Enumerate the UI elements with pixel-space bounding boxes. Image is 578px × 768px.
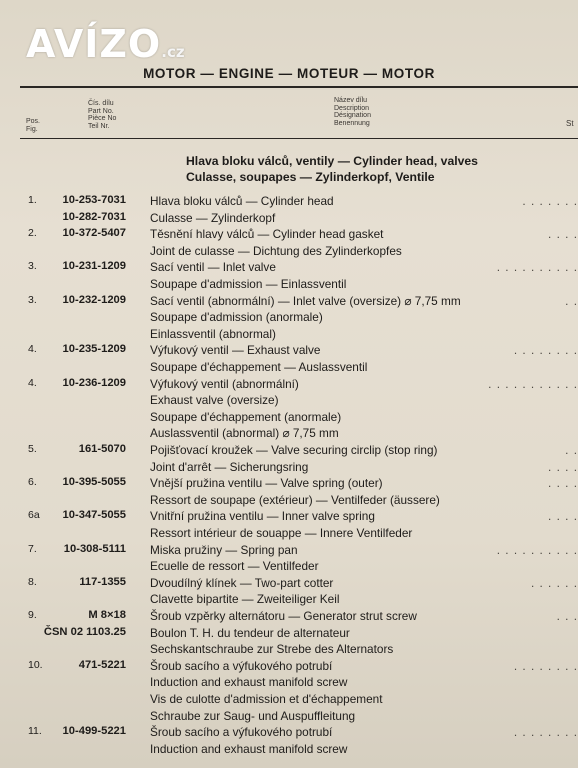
part-position: 7. bbox=[28, 542, 37, 555]
part-description: Soupape d'échappement (anormale) bbox=[150, 409, 342, 424]
section-title-2: Culasse, soupapes — Zylinderkopf, Ventile bbox=[186, 170, 435, 184]
leader-dots: . . . . . . . . bbox=[513, 343, 578, 358]
part-number: 10-231-1209 bbox=[62, 260, 126, 273]
part-description: Culasse — Zylinderkopf bbox=[150, 210, 276, 225]
part-description: Soupape d'échappement — Auslassventil bbox=[150, 360, 368, 374]
part-number: 10-308-5111 bbox=[63, 542, 126, 555]
leader-dots: . . bbox=[565, 443, 578, 457]
header-pos bbox=[26, 118, 40, 133]
part-description: Clavette bipartite — Zweiteiliger Keil bbox=[150, 592, 340, 607]
part-number: 10-395-5055 bbox=[62, 476, 126, 489]
watermark-logo bbox=[26, 22, 185, 66]
header-part-no-fr: Pièce No bbox=[88, 115, 117, 122]
part-position: 4. bbox=[28, 343, 37, 356]
list-item bbox=[0, 509, 578, 526]
list-item bbox=[0, 659, 578, 676]
part-number: 10-232-1209 bbox=[62, 293, 126, 306]
list-item bbox=[0, 559, 578, 576]
list-item bbox=[0, 742, 578, 759]
list-item bbox=[0, 725, 578, 742]
list-item bbox=[0, 626, 578, 643]
leader-dots: . . . . bbox=[548, 476, 578, 491]
part-description: Sací ventil (abnormální) — Inlet valve (oversize) ⌀ 7,75 mm bbox=[150, 293, 461, 308]
header-designation-en: Description bbox=[334, 104, 370, 112]
part-description: Těsnění hlavy válců — Cylinder head gasket bbox=[150, 227, 384, 242]
list-item bbox=[0, 576, 578, 593]
part-number: 161-5070 bbox=[78, 443, 126, 455]
part-position: 1. bbox=[28, 194, 37, 206]
page-title: MOTOR — ENGINE — MOTEUR — MOTOR bbox=[143, 66, 435, 81]
part-description: Ressort intérieur de souappe — Innere Ventilfeder bbox=[150, 526, 413, 540]
list-item bbox=[0, 609, 578, 626]
watermark-tld: .cz bbox=[161, 43, 185, 61]
part-description: Vnější pružina ventilu — Valve spring (outer) bbox=[150, 476, 383, 491]
part-description: Vnitřní pružina ventilu — Inner valve spring bbox=[150, 509, 375, 524]
part-number: ČSN 02 1103.25 bbox=[43, 625, 126, 638]
header-rule-top bbox=[20, 86, 578, 88]
part-description: Sací ventil — Inlet valve bbox=[150, 260, 276, 275]
part-description: Sechskantschraube zur Strebe des Alternators bbox=[150, 642, 394, 657]
part-description: Soupape d'admission — Einlassventil bbox=[150, 277, 347, 291]
part-description: Induction and exhaust manifold screw bbox=[150, 741, 348, 756]
watermark-brand: AVÍZO bbox=[26, 22, 162, 66]
part-number: 10-235-1209 bbox=[62, 343, 126, 356]
header-part-no-en: Part No. bbox=[88, 107, 114, 115]
part-position: 5. bbox=[28, 443, 37, 455]
part-position: 11. bbox=[28, 725, 42, 738]
part-position: 2. bbox=[28, 227, 37, 240]
list-item bbox=[0, 211, 578, 228]
list-item bbox=[0, 327, 578, 344]
part-description: Joint d'arrêt — Sicherungsring bbox=[150, 459, 309, 474]
header-designation-de: Benennung bbox=[334, 119, 370, 127]
list-item bbox=[0, 526, 578, 543]
list-item bbox=[0, 675, 578, 692]
leader-dots: . . . . bbox=[548, 459, 578, 474]
list-item bbox=[0, 360, 578, 377]
header-designation-fr: Désignation bbox=[334, 112, 371, 119]
part-description: Šroub sacího a výfukového potrubí bbox=[150, 725, 333, 740]
part-position: 9. bbox=[28, 609, 37, 621]
header-right-cut: St bbox=[566, 119, 574, 128]
header-pos-cz: Pos. bbox=[26, 118, 41, 125]
part-position: 3. bbox=[28, 260, 37, 273]
part-number: 471-5221 bbox=[78, 658, 126, 671]
part-description: Induction and exhaust manifold screw bbox=[150, 675, 348, 690]
list-item bbox=[0, 543, 578, 560]
header-part-no bbox=[88, 100, 116, 130]
list-item bbox=[0, 460, 578, 477]
part-number: 10-236-1209 bbox=[62, 376, 126, 389]
part-description: Boulon T. H. du tendeur de alternateur bbox=[150, 625, 350, 640]
part-description: Šroub sacího a výfukového potrubí bbox=[150, 658, 333, 673]
part-number: 10-253-7031 bbox=[62, 194, 126, 206]
section-title-1: Hlava bloku válců, ventily — Cylinder head, valves bbox=[186, 154, 478, 168]
leader-dots: . . . . . . bbox=[530, 575, 578, 590]
part-position: 8. bbox=[28, 575, 37, 588]
list-item bbox=[0, 642, 578, 659]
part-description: Exhaust valve (oversize) bbox=[150, 393, 279, 408]
part-description: Šroub vzpěrky alternátoru — Generator strut screw bbox=[150, 609, 417, 623]
list-item bbox=[0, 709, 578, 726]
list-item bbox=[0, 476, 578, 493]
part-description: Schraube zur Saug- und Auspuffleitung bbox=[150, 708, 356, 723]
part-description: Miska pružiny — Spring pan bbox=[150, 542, 298, 557]
list-item bbox=[0, 592, 578, 609]
leader-dots: . . . . . . . bbox=[522, 194, 578, 208]
list-item bbox=[0, 443, 578, 460]
list-item bbox=[0, 692, 578, 709]
part-description: Ressort de soupape (extérieur) — Ventilfeder (äussere) bbox=[150, 492, 440, 507]
leader-dots: . . . . . . . . . . . bbox=[488, 376, 578, 391]
part-position: 6. bbox=[28, 476, 37, 489]
leader-dots: . . . . . . . . bbox=[513, 658, 578, 673]
part-number: 10-499-5221 bbox=[62, 725, 126, 738]
part-position: 6a bbox=[28, 509, 40, 522]
part-number: 117-1355 bbox=[79, 575, 126, 588]
list-item bbox=[0, 426, 578, 443]
part-number: 10-347-5055 bbox=[62, 509, 126, 522]
part-description: Ecuelle de ressort — Ventilfeder bbox=[150, 559, 319, 574]
part-number: 10-282-7031 bbox=[62, 210, 126, 223]
list-item bbox=[0, 244, 578, 261]
leader-dots: . . bbox=[565, 293, 578, 308]
part-position: 3. bbox=[28, 293, 37, 306]
leader-dots: . . . . . . . . bbox=[513, 725, 578, 740]
list-item bbox=[0, 260, 578, 277]
part-number: 10-372-5407 bbox=[62, 227, 126, 240]
header-designation-cz: Název dílu bbox=[334, 97, 368, 104]
list-item bbox=[0, 227, 578, 244]
part-description: Soupape d'admission (anormale) bbox=[150, 310, 323, 325]
header-part-no-cz: Čís. dílu bbox=[88, 100, 114, 107]
part-description: Pojišťovací kroužek — Valve securing circlip (stop ring) bbox=[150, 443, 438, 457]
leader-dots: . . . . . . . . . . bbox=[496, 542, 578, 557]
part-position: 10. bbox=[28, 658, 43, 671]
list-item bbox=[0, 310, 578, 327]
part-description: Einlassventil (abnormal) bbox=[150, 326, 276, 341]
list-item bbox=[0, 377, 578, 394]
part-description: Hlava bloku válců — Cylinder head bbox=[150, 194, 334, 208]
part-description: Auslassventil (abnormal) ⌀ 7,75 mm bbox=[150, 426, 339, 441]
list-item bbox=[0, 343, 578, 360]
leader-dots: . . . . bbox=[548, 227, 578, 242]
list-item bbox=[0, 393, 578, 410]
header-pos-fig: Fig. bbox=[26, 125, 38, 133]
list-item bbox=[0, 277, 578, 294]
leader-dots: . . . bbox=[556, 609, 578, 623]
part-description: Vis de culotte d'admission et d'échappement bbox=[150, 692, 383, 706]
part-description: Výfukový ventil (abnormální) bbox=[150, 376, 299, 391]
list-item bbox=[0, 194, 578, 211]
leader-dots: . . . . bbox=[548, 509, 578, 524]
header-designation bbox=[334, 97, 371, 127]
part-description: Joint de culasse — Dichtung des Zylinderkopfes bbox=[150, 243, 402, 258]
part-description: Dvoudílný klínek — Two-part cotter bbox=[150, 575, 334, 590]
list-item bbox=[0, 410, 578, 427]
part-number: M 8×18 bbox=[88, 609, 126, 621]
list-item bbox=[0, 294, 578, 311]
header-rule-bottom bbox=[20, 138, 578, 139]
list-item bbox=[0, 493, 578, 510]
part-description: Výfukový ventil — Exhaust valve bbox=[150, 343, 321, 358]
leader-dots: . . . . . . . . . . bbox=[496, 260, 578, 275]
part-position: 4. bbox=[28, 376, 37, 389]
header-part-no-de: Teil Nr. bbox=[88, 122, 110, 130]
